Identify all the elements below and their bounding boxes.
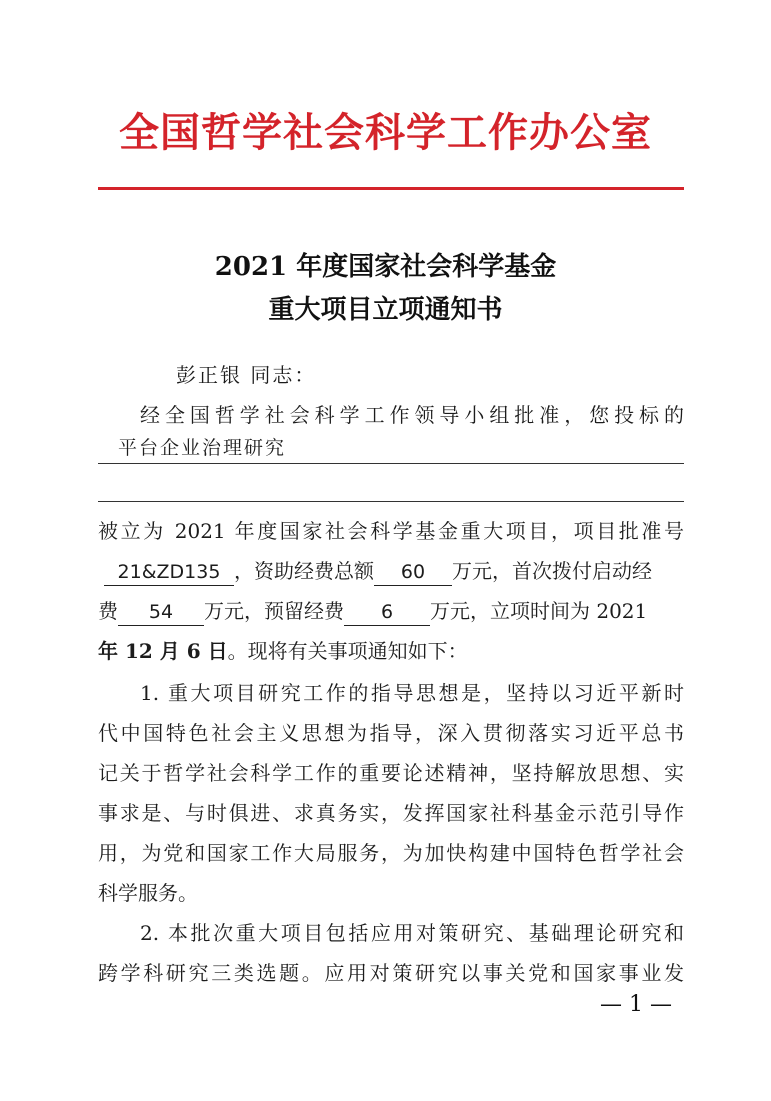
paragraph-1-line-6: 科学服务。	[98, 881, 198, 905]
paragraph-1-line-5: 用，为党和国家工作大局服务，为加快构建中国特色哲学社会	[98, 841, 684, 865]
document-title-line-2: 重大项目立项通知书	[268, 295, 503, 325]
total-funding-field: 60	[374, 559, 452, 586]
approval-date: 年 12 月 6 日	[98, 639, 228, 663]
reserved-funding-field: 6	[344, 599, 430, 626]
salutation: 彭正银 同志：	[176, 363, 317, 387]
project-title-value: 平台企业治理研究	[118, 437, 287, 459]
approval-line-4	[98, 636, 684, 666]
document-title-line-1: 2021 年度国家社会科学基金	[214, 252, 557, 282]
fill-in-underline-1	[98, 463, 684, 464]
issuing-office-title: 全国哲学社会科学工作办公室	[119, 109, 652, 156]
approval-text-a: 被立为 2021 年度国家社会科学基金重大项目，项目批准号	[98, 519, 684, 543]
project-number-field: 21&ZD135	[104, 559, 234, 586]
approval-line-3	[98, 596, 684, 626]
paragraph-1-line-4: 事求是、与时俱进、求真务实，发挥国家社科基金示范引导作	[98, 801, 684, 825]
paragraph-2-line-1: 2. 本批次重大项目包括应用对策研究、基础理论研究和	[140, 921, 684, 945]
approval-text-e: 万元，预留经费	[204, 599, 344, 623]
approval-line-2	[98, 556, 684, 586]
approval-text-c: 万元，首次拨付启动经	[452, 559, 652, 583]
approval-text-d: 费	[98, 599, 118, 623]
paragraph-1-line-1: 1. 重大项目研究工作的指导思想是，坚持以习近平新时	[140, 681, 684, 705]
paragraph-1-line-3: 记关于哲学社会科学工作的重要论述精神，坚持解放思想、实	[98, 761, 684, 785]
fill-in-underline-2	[98, 501, 684, 502]
red-header-rule	[98, 187, 684, 190]
approval-text-g: 。现将有关事项通知如下：	[227, 639, 468, 663]
paragraph-1-line-2: 代中国特色社会主义思想为指导，深入贯彻落实习近平总书	[98, 721, 684, 745]
approval-line-1	[98, 516, 684, 546]
approval-text-b: ，资助经费总额	[234, 559, 374, 583]
paragraph-2-line-2: 跨学科研究三类选题。应用对策研究以事关党和国家事业发	[98, 961, 684, 985]
approval-text-f: 万元，立项时间为 2021	[430, 599, 648, 623]
page-number: — 1 —	[600, 992, 672, 1017]
intro-line: 经全国哲学社会科学工作领导小组批准，您投标的	[140, 403, 684, 427]
first-funding-field: 54	[118, 599, 204, 626]
